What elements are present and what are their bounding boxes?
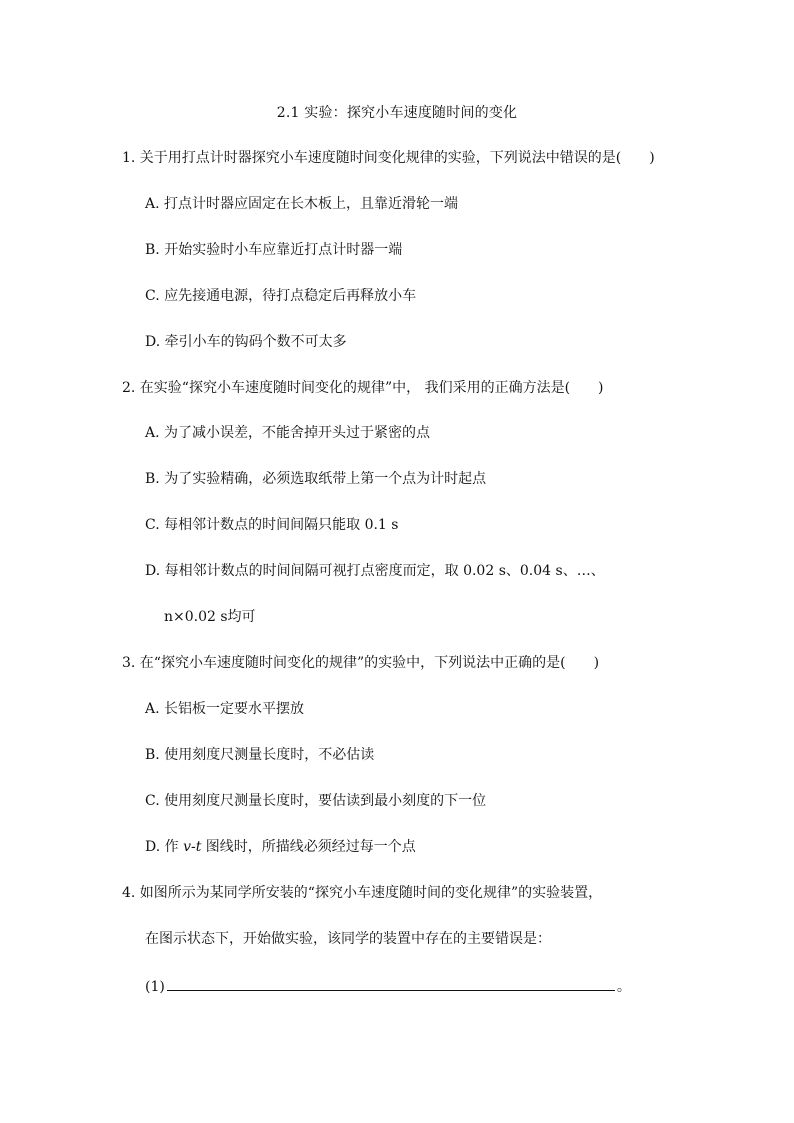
question-4-stem-continued: 在图示状态下，开始做实验，该同学的装置中存在的主要错误是： [145,931,551,947]
answer-blank-end: 。 [616,979,631,995]
question-1-option-a: A. 打点计时器应固定在长木板上，且靠近滑轮一端 [145,196,459,212]
question-1-option-c: C. 应先接通电源，待打点稳定后再释放小车 [145,288,417,304]
question-3-option-a: A. 长铝板一定要水平摆放 [145,701,305,717]
page-title: 2.1 实验：探究小车速度随时间的变化 [276,105,518,121]
question-3-option-d-prefix: D. 作 [145,839,184,855]
question-2-option-a: A. 为了减小误差，不能舍掉开头过于紧密的点 [145,425,431,441]
question-3-option-d [145,838,416,856]
question-1-option-b: B. 开始实验时小车应靠近打点计时器一端 [145,242,403,258]
question-2-stem: 2. 在实验“探究小车速度随时间变化的规律”中， 我们采用的正确方法是( ) [122,380,604,396]
question-3-stem: 3. 在“探究小车速度随时间变化的规律”的实验中，下列说法中正确的是( ) [122,655,600,671]
answer-blank-label: (1) [145,979,165,995]
question-4-stem: 4. 如图所示为某同学所安装的“探究小车速度随时间的变化规律”的实验装置， [122,885,603,901]
question-3-option-d-suffix: 图线时，所描线必须经过每一个点 [201,839,416,855]
question-2-option-b: B. 为了实验精确，必须选取纸带上第一个点为计时起点 [145,471,487,487]
question-1-option-d: D. 牵引小车的钩码个数不可太多 [145,334,347,350]
question-2-option-d: D. 每相邻计数点的时间间隔可视打点密度而定，取 0.02 s、0.04 s、…、 [145,563,605,579]
question-3-option-d-variable: v-t [183,839,202,855]
question-2-option-d-continued: n×0.02 s均可 [164,609,256,625]
question-1-stem: 1. 关于用打点计时器探究小车速度随时间变化规律的实验，下列说法中错误的是( ) [122,150,655,166]
question-3-option-c: C. 使用刻度尺测量长度时，要估读到最小刻度的下一位 [145,793,487,809]
question-2-option-c: C. 每相邻计数点的时间间隔只能取 0.1 s [145,517,399,533]
question-4-answer-line-1 [145,976,631,996]
question-3-option-b: B. 使用刻度尺测量长度时，不必估读 [145,747,375,763]
answer-blank-underline[interactable] [167,976,615,991]
